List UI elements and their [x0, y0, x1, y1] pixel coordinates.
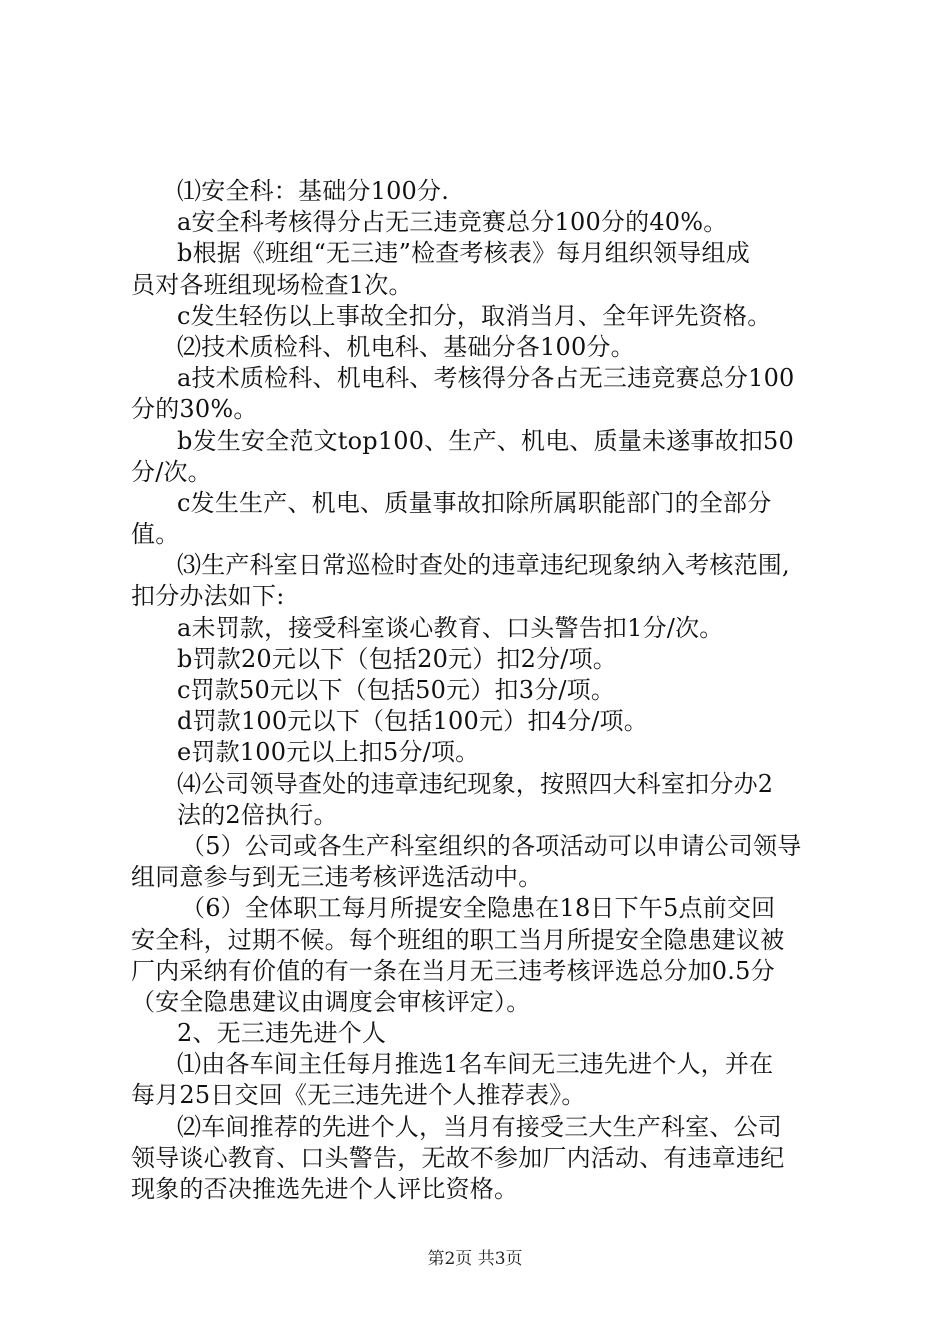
document-body: [131, 176, 831, 1205]
text-line: c发生轻伤以上事故全扣分，取消当月、全年评先资格。: [177, 301, 772, 330]
text-line: 每月25日交回《无三违先进个人推荐表》。: [131, 1081, 586, 1110]
text-line: 员对各班组现场检查1次。: [131, 270, 413, 299]
section-heading: 2、无三违先进个人: [177, 1019, 387, 1048]
text-line: a安全科考核得分占无三违竞赛总分100分的40%。: [177, 208, 728, 237]
text-line: 法的2倍执行。: [177, 800, 338, 829]
text-line: e罚款100元以上扣5分/项。: [177, 738, 480, 767]
text-line: 组同意参与到无三违考核评选活动中。: [131, 863, 543, 892]
text-line: （5）公司或各生产科室组织的各项活动可以申请公司领导: [181, 831, 802, 860]
text-line: ⑷公司领导查处的违章违纪现象，按照四大科室扣分办2: [177, 769, 774, 798]
text-line: ⑶生产科室日常巡检时查处的违章违纪现象纳入考核范围,: [177, 551, 790, 580]
text-line: c发生生产、机电、质量事故扣除所属职能部门的全部分: [177, 488, 772, 517]
text-line: 值。: [131, 520, 180, 549]
page-number: 第2页 共3页: [427, 1249, 523, 1269]
text-line: 安全科，过期不候。每个班组的职工当月所提安全隐患建议被: [131, 925, 785, 954]
text-line: d罚款100元以下（包括100元）扣4分/项。: [177, 707, 648, 736]
text-line: ⑵车间推荐的先进个人，当月有接受三大生产科室、公司: [177, 1112, 782, 1141]
text-line: 分的30%。: [131, 395, 258, 424]
text-line: 领导谈心教育、口头警告，无故不参加厂内活动、有违章违纪: [131, 1143, 785, 1172]
text-line: ⑴由各车间主任每月推选1名车间无三违先进个人，并在: [177, 1050, 774, 1079]
text-line: （6）全体职工每月所提安全隐患在18日下午5点前交回: [181, 894, 776, 923]
text-line: （安全隐患建议由调度会审核评定）。: [131, 987, 531, 1016]
text-line: 分/次。: [131, 457, 212, 486]
text-line: ⑵技术质检科、机电科、基础分各100分。: [177, 332, 635, 361]
text-line: a技术质检科、机电科、考核得分各占无三违竞赛总分100: [177, 364, 795, 393]
text-line: ⑴安全科：基础分100分.: [177, 177, 450, 205]
text-line: b根据《班组“无三违”检查考核表》每月组织领导组成: [177, 239, 750, 268]
text-line: b发生安全范文top100、生产、机电、质量未遂事故扣50: [177, 426, 794, 455]
text-line: 扣分办法如下:: [131, 582, 285, 611]
text-line: 现象的否决推选先进个人评比资格。: [131, 1175, 519, 1203]
text-line: b罚款20元以下（包括20元）扣2分/项。: [177, 644, 617, 673]
text-line: c罚款50元以下（包括50元）扣3分/项。: [177, 676, 616, 704]
text-line: 厂内采纳有价值的有一条在当月无三违考核评选总分加0.5分: [131, 956, 775, 985]
text-line: a未罚款，接受科室谈心教育、口头警告扣1分/次。: [177, 613, 724, 642]
